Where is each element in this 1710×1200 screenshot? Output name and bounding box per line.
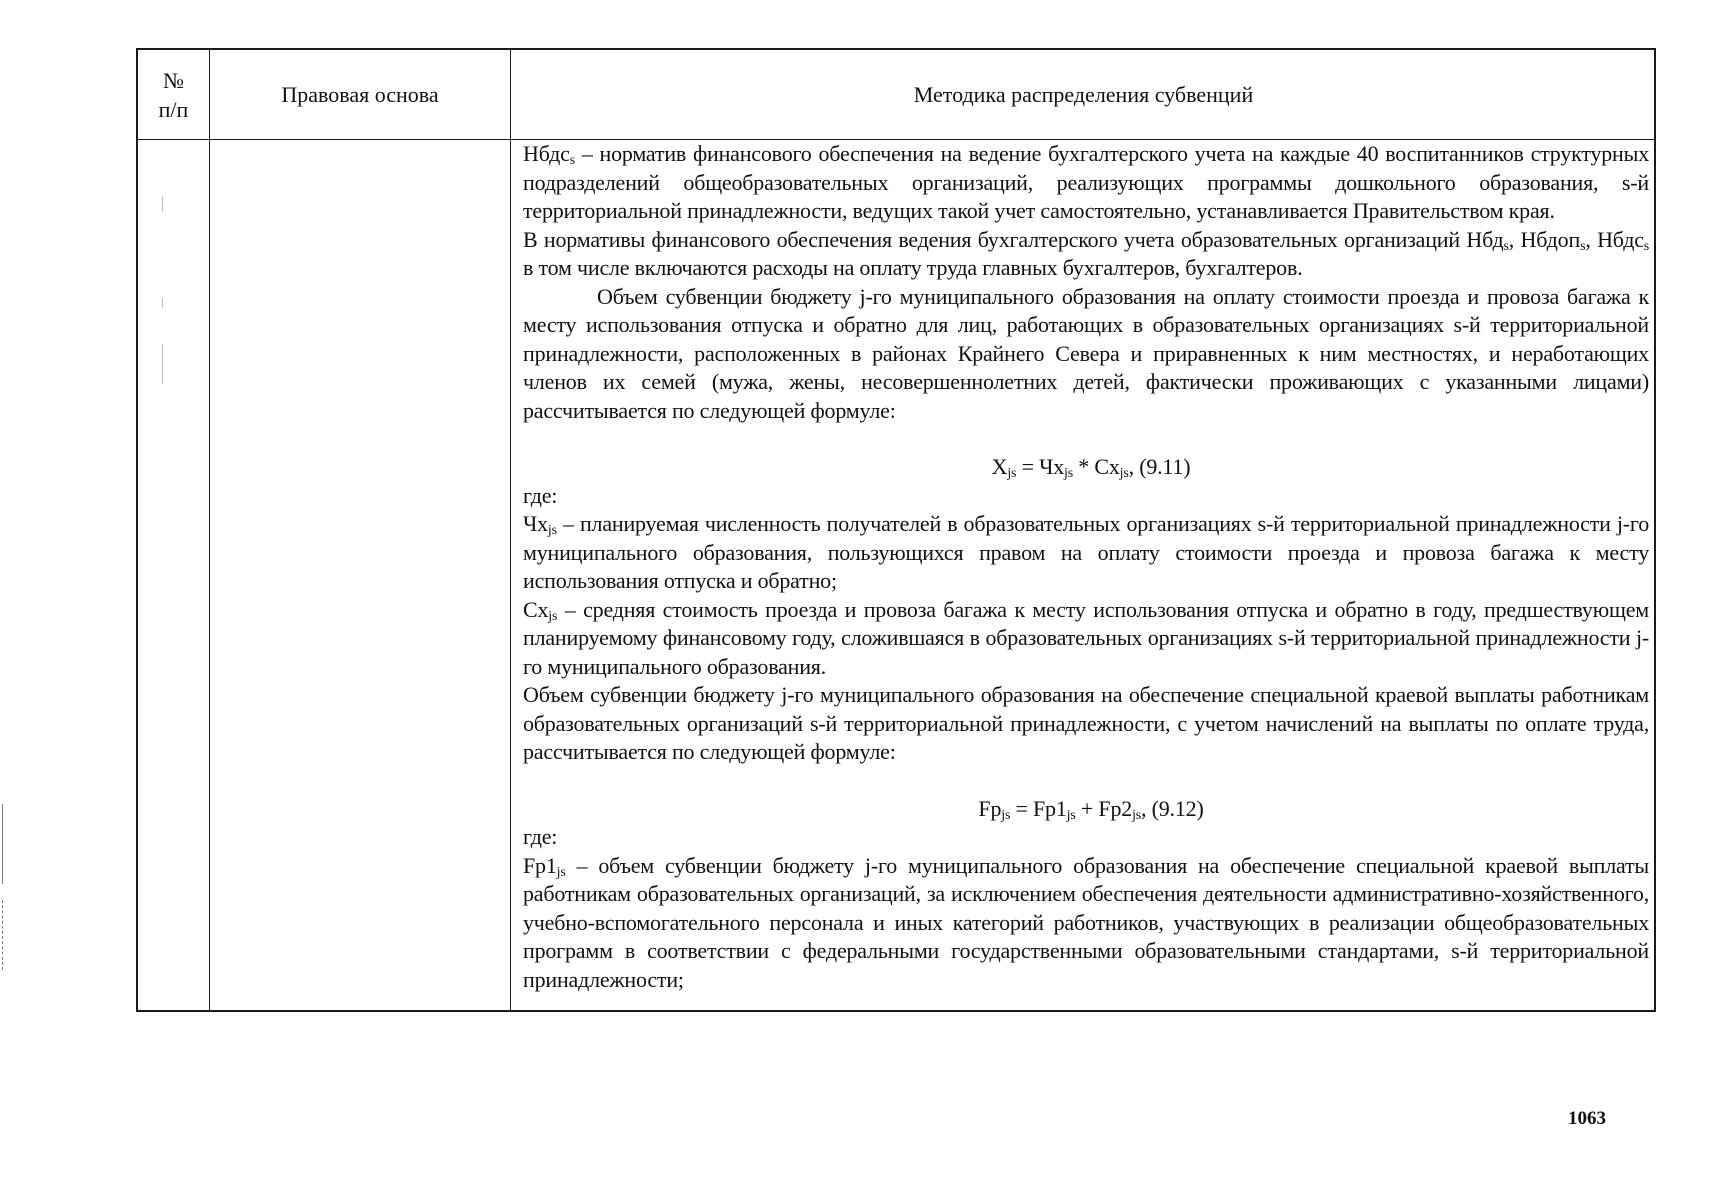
paragraph-chx-definition [523, 510, 1649, 596]
scan-artifact [162, 298, 163, 308]
term-chx: Чх [523, 511, 548, 536]
formula-label: , (9.11) [1128, 454, 1191, 479]
paragraph-text: – средняя стоимость проезда и провоза багажа к месту использования отпуска и обратно в году, предшествующем планируемому финансовому году, сложившаяся в образовательных организациях s-й территориальной принадлежности j-го муниципального образования. [523, 596, 1649, 679]
term-cx: Сх [523, 596, 549, 622]
formula-9-11 [523, 453, 1649, 482]
formula-9-12 [523, 795, 1649, 824]
scan-artifact [2, 804, 3, 884]
formula-subscript: js [1001, 807, 1011, 823]
paragraph-fp1-definition [523, 852, 1649, 995]
paragraph-text: – планируемая численность получателей в образовательных организациях s-й территориальной принадлежности j-го муниципального образования, пользующихся правом на оплату стоимости проезда и провоза багажа к месту использования отпуска и обратно; [523, 511, 1649, 593]
paragraph-text: В нормативы финансового обеспечения ведения бухгалтерского учета образовательных организаций Нбд [523, 226, 1504, 252]
formula-subscript: js [1007, 466, 1017, 481]
term-subscript: s [1503, 238, 1509, 254]
paragraph-text: – норматив финансового обеспечения на ведение бухгалтерского учета на каждые 40 воспитанников структурных подразделений общеобразовательных организаций, реализующих программы дошкольного образования, s-й территориальной принадлежности, ведущих такой учет самостоятельно, устанавливается Правительством края. [523, 141, 1649, 223]
formula-label: , (9.12) [1141, 795, 1204, 821]
term-subscript: s [569, 153, 575, 168]
paragraph-norms [523, 226, 1649, 283]
where-label: где: [523, 824, 558, 849]
header-col-methodology: Методика распределения субвенций [913, 82, 1254, 107]
term-subscript: s [1580, 238, 1586, 254]
formula-subscript: js [1119, 466, 1129, 481]
header-col-legal-basis: Правовая основа [281, 82, 439, 107]
paragraph-special-payment: Объем субвенции бюджету j-го муниципального образования на обеспечение специальной краевой выплаты работникам образовательных организаций s-й территориальной принадлежности, с учетом начислений на выплаты по оплате труда, рассчитывается по следующей формуле: [523, 682, 1649, 764]
paragraph-text: в том числе включаются расходы на оплату труда главных бухгалтеров, бухгалтеров. [523, 255, 1303, 280]
term-subscript: js [547, 523, 557, 538]
scan-artifact [162, 344, 163, 384]
paragraph-travel-subvention: Объем субвенции бюджету j-го муниципального образования на оплату стоимости проезда и провоза багажа к месту использования отпуска и обратно для лиц, работающих в образовательных организациях s-й территориальной принадлежности, расположенных в районах Крайнего Севера и приравненных к ним местностях, и неработающих членов их семей (мужа, жены, несовершеннолетних детей, фактически проживающих с указанными лицами) рассчитывается по следующей формуле: [523, 283, 1649, 423]
formula-term: + Fp2 [1075, 795, 1133, 821]
formula-subscript: js [1064, 466, 1073, 481]
formula-subscript: js [1132, 807, 1142, 823]
formula-term: = Fp1 [1010, 795, 1067, 821]
paragraph-text: – объем субвенции бюджету j-го муниципального образования на обеспечение специальной краевой выплаты работникам образовательных организаций, за исключением обеспечения деятельности административно-хозяйственного, учебно-вспомогательного персонала и иных категорий работников, участвующих в реализации общеобразовательных программ в соответствии с федеральными государственными образовательными стандартами, s-й территориальной принадлежности; [523, 852, 1649, 992]
paragraph-nbds [523, 140, 1649, 226]
methodology-content [523, 140, 1649, 994]
methodology-table [136, 48, 1656, 1012]
term-subscript: js [556, 864, 566, 880]
page-number: 1063 [1568, 1108, 1606, 1129]
scan-artifact [162, 196, 163, 212]
column-divider-1 [209, 50, 210, 1010]
paragraph-cx-definition [523, 596, 1649, 682]
term-subscript: s [1643, 238, 1650, 254]
header-col-number: № п/п [158, 67, 189, 122]
paragraph-text: , Нбдс [1585, 226, 1644, 252]
term-subscript: js [548, 608, 558, 624]
formula-term: = Чх [1016, 454, 1065, 479]
column-divider-2 [510, 50, 511, 1010]
formula-term: X [991, 454, 1008, 479]
formula-subscript: js [1066, 807, 1076, 823]
term-fp1: Fp1 [523, 852, 557, 878]
formula-term: Fp [978, 795, 1002, 821]
term-nbds: Нбдс [523, 141, 570, 166]
formula-term: * Сх [1072, 454, 1120, 479]
where-label: где: [523, 482, 558, 508]
paragraph-text: , Нбдоп [1508, 226, 1581, 252]
scan-artifact [2, 900, 3, 970]
